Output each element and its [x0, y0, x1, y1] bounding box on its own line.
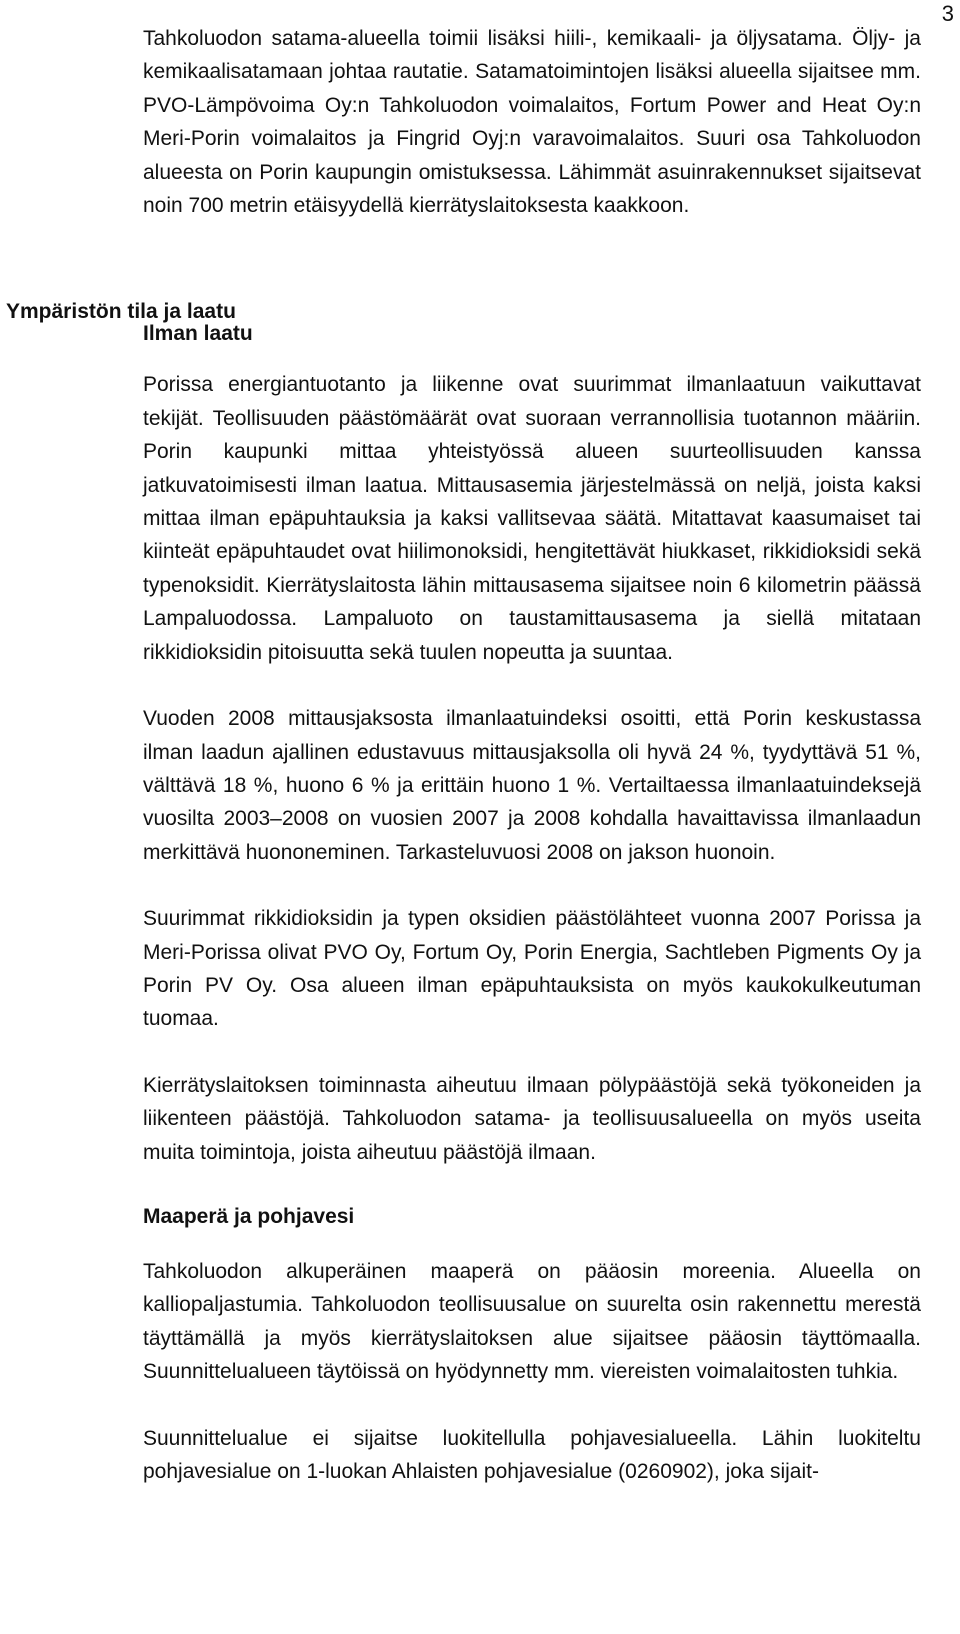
air-quality-paragraph-4: Kierrätyslaitoksen toiminnasta aiheutuu ilmaan pölypäästöjä sekä työkoneiden ja liikenteen päästöjä. Tahkoluodon satama- ja teollisuusalueella on myös useita muita toimintoja, joista aiheutuu päästöjä ilmaan. — [143, 1073, 921, 1164]
air-quality-paragraph-1: Porissa energiantuotanto ja liikenne ovat suurimmat ilmanlaatuun vaikuttavat tekijät. Teollisuuden päästömäärät ovat suoraan verrannollisia tuotannon määriin. Porin kaupunki mittaa yhteistyössä alueen suurteollisuuden kanssa jatkuvatoimisesti ilman laatua. Mittausasemia järjestelmässä on neljä, joista kaksi mittaa ilman epäpuhtauksia ja kaksi vallitsevaa säätä. Mitattavat kaasumaiset tai kiinteät epäpuhtaudet ovat hiilimonoksidi, hengitettävät hiukkaset, rikkidioksidi sekä typenoksidit. Kierrätyslaitosta lähin mittausasema sijaitsee noin 6 kilometrin päässä Lampaluodossa. Lampaluoto on taustamittausasema ja siellä mitataan rikkidioksidin pitoisuutta sekä tuulen nopeutta ja suuntaa. — [143, 373, 921, 664]
document-body — [143, 22, 921, 1488]
air-quality-heading: Ilman laatu — [143, 322, 253, 346]
soil-paragraph-1: Tahkoluodon alkuperäinen maaperä on pääosin moreenia. Alueella on kalliopaljastumia. Tahkoluodon teollisuusalue on suurelta osin rakennettu merestä täyttämällä ja myös kierrätyslaitoksen alue sijaitsee pääosin täyttömaalla. Suunnittelualueen täytöissä on hyödynnetty mm. viereisten voimalaitosten tuhkia. — [143, 1259, 921, 1384]
air-quality-paragraph-2: Vuoden 2008 mittausjaksosta ilmanlaatuindeksi osoitti, että Porin keskustassa ilman laadun ajallinen edustavuus mittausjaksolla oli hyvä 24 %, tyydyttävä 51 %, välttävä 18 %, huono 6 % ja erittäin huono 1 %. Vertailtaessa ilmanlaatuindeksejä vuosilta 2003–2008 on vuosien 2007 ja 2008 kohdalla havaittavissa ilmanlaadun merkittävä huononeminen. Tarkasteluvuosi 2008 on jakson huonoin. — [143, 707, 921, 864]
air-quality-paragraph-3: Suurimmat rikkidioksidin ja typen oksidien päästölähteet vuonna 2007 Porissa ja Meri-Porissa olivat PVO Oy, Fortum Oy, Porin Energia, Sachtleben Pigments Oy ja Porin PV Oy. Osa alueen ilman epäpuhtauksista on myös kaukokulkeutuman tuomaa. — [143, 907, 921, 1031]
soil-paragraph-2: Suunnittelualue ei sijaitse luokitellulla pohjavesialueella. Lähin luokiteltu pohjavesialue on 1-luokan Ahlaisten pohjavesialue (0260902), joka sijait- — [143, 1426, 921, 1483]
soil-groundwater-heading: Maaperä ja pohjavesi — [143, 1204, 355, 1228]
page-number: 3 — [941, 1, 954, 26]
intro-paragraph: Tahkoluodon satama-alueella toimii lisäksi hiili-, kemikaali- ja öljysatama. Öljy- ja kemikaalisatamaan johtaa rautatie. Satamatoimintojen lisäksi alueella sijaitsee mm. PVO-Lämpövoima Oy:n Tahkoluodon voimalaitos, Fortum Power and Heat Oy:n Meri-Porin voimalaitos ja Fingrid Oyj:n varavoimalaitos. Suuri osa Tahkoluodon alueesta on Porin kaupungin omistuksessa. Lähimmät asuinrakennukset sijaitsevat noin 700 metrin etäisyydellä kierrätyslaitoksesta kaakkoon. — [143, 27, 921, 218]
section-heading-environment: Ympäristön tila ja laatu — [6, 300, 236, 323]
